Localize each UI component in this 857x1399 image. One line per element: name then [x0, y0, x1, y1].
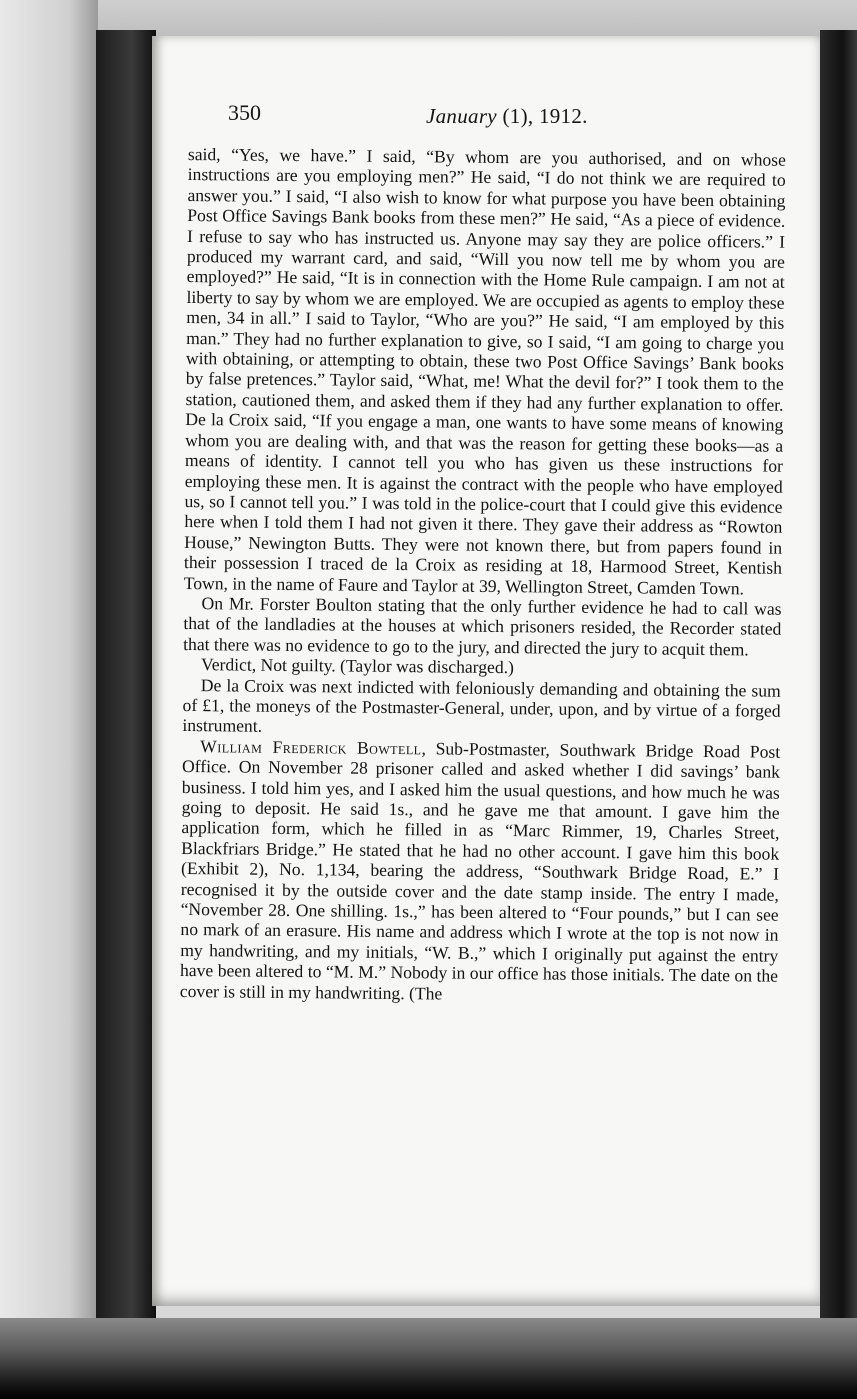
book-right-edge: [820, 30, 857, 1330]
paragraph-witness-testimony: [180, 736, 781, 1007]
paragraph-indictment: De la Croix was next indicted with feloniously demanding and obtaining the sum of £1, the moneys of the Postmaster-General, under, upon, and by virtue of a forged instrument.: [182, 674, 781, 737]
paragraph-testimony: said, “Yes, we have.” I said, “By whom are you authorised, and on whose instructions are you employing men?” He said, “I do not think we are required to answer you.” I said, “I also wish to know for what purpose you have been obtaining Post Office Savings Bank books from these men?” He said, “As a piece of evidence. I refuse to say who has instructed us. Anyone may say they are police officers.” I produced my warrant card, and said, “Will you now tell me by whom you are employed?” He said, “It is in connection with the Home Rule campaign. I am not at liberty to say by whom we are employed. We are occupied as agents to employ these men, 34 in all.” I said to Taylor, “Who are you?” He said, “I am employed by this man.” They had no further explanation to give, so I said, “I am going to charge you with obtaining, or attempting to obtain, these two Post Office Savings’ Bank books by false pretences.” Taylor said, “What, me! What the devil for?” I took them to the station, cautioned them, and asked them if they had any further explanation to offer. De la Croix said, “If you engage a man, one wants to have some means of knowing whom you are dealing with, and that was the reason for getting these books—as a means of identity. I cannot tell you who has given us these instructions for employing these men. It is against the contract with the people who have employed us, so I cannot tell you.” I was told in the police-court that I could give this evidence here when I told them I had not given it there. They gave their address as “Rowton House,” Newington Butts. They were not known there, but from papers found in their possession I traced de la Croix as residing at 18, Harmood Street, Kentish Town, in the name of Faure and Taylor at 39, Wellington Street, Camden Town.: [183, 144, 786, 598]
session-month: January: [426, 104, 497, 128]
book-binding-edge: [96, 30, 156, 1320]
session-number-year: (1), 1912.: [496, 104, 588, 128]
scan-background-bottom: [0, 1318, 857, 1399]
witness-name: William Frederick Bowtell: [200, 735, 422, 759]
witness-statement: , Sub-Postmaster, Southwark Bridge Road Post Office. On November 28 prisoner called and asked whether I did savings’ bank business. I told him yes, and I asked him the usual questions, and how much he was going to deposit. He said 1s., and he gave me that amount. I gave him the application form, which he filled in as “Marc Rimmer, 19, Charles Street, Blackfriars Bridge.” He stated that he had no other account. I gave him this book (Exhibit 2), No. 1,134, bearing the address, “Southwark Bridge Road, E.” I recognised it by the outside cover and the date stamp inside. The entry I made, “November 28. One shilling. 1s.,” has been altered to “Four pounds,” but I can see no mark of an erasure. His name and address which I wrote at the top is not now in my handwriting, and my initials, “W. B.,” which I originally put against the entry have been altered to “M. M.” Nobody in our office has those initials. The date on the cover is still in my handwriting. (The: [179, 738, 781, 1004]
session-date: [426, 104, 588, 129]
scan-background-left: [0, 0, 98, 1399]
page-number: 350: [228, 100, 261, 125]
paragraph-recorder-direction: On Mr. Forster Boulton stating that the only further evidence he had to call was that of the landladies at the houses at which prisoners resided, the Recorder stated that there was no evidence to go to the jury, and directed the jury to acquit them.: [183, 593, 782, 660]
paragraph-verdict: Verdict, Not guilty. (Taylor was discharged.): [200, 654, 515, 678]
page-body: [180, 144, 786, 1007]
running-head: [228, 100, 608, 140]
